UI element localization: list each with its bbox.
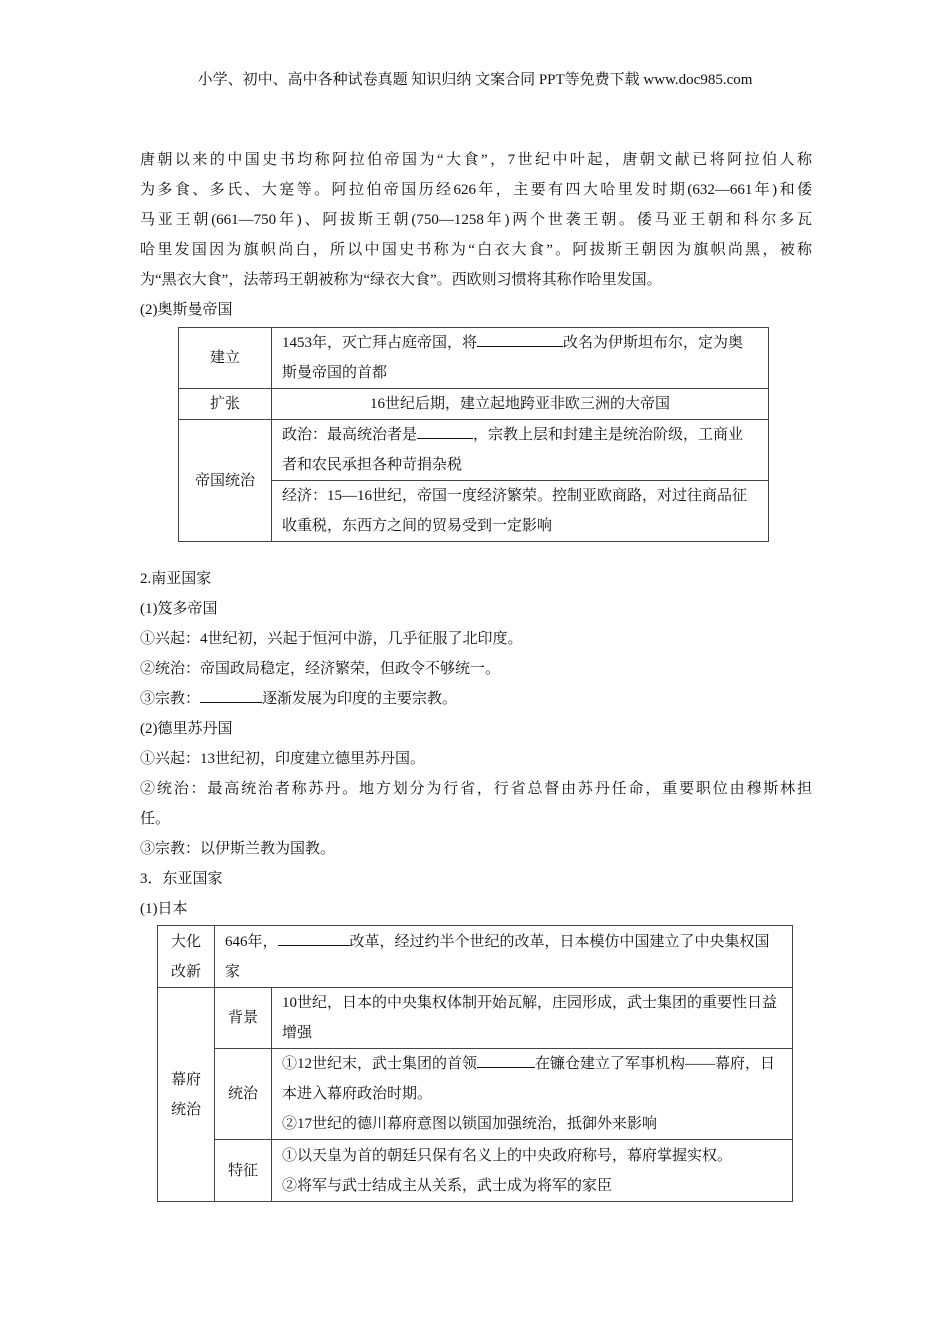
page-header: 小学、初中、高中各种试卷真题 知识归纳 文案合同 PPT等免费下载 www.doc985.com bbox=[197, 72, 753, 88]
intro-line: 唐朝以来的中国史书均称阿拉伯帝国为“大食”，7世纪中叶起，唐朝文献已将阿拉伯人称 bbox=[140, 152, 812, 168]
intro-line: 马亚王朝(661—750年)、阿拔斯王朝(750—1258年)两个世袭王朝。倭马亚王朝和科尔多瓦 bbox=[140, 212, 812, 228]
sub-label: 统治 bbox=[215, 1049, 272, 1140]
cell-politics: 政治：最高统治者是 ，宗教上层和封建主是统治阶级，工商业者和农民承担各种苛捐杂税 bbox=[272, 420, 769, 481]
cell-taika: 646年， 改革，经过约半个世纪的改革，日本模仿中国建立了中央集权国家 bbox=[215, 926, 793, 988]
list-item: ③宗教：以伊斯兰教为国教。 bbox=[140, 841, 336, 857]
cell-expansion: 16世纪后期，建立起地跨亚非欧三洲的大帝国 bbox=[272, 389, 769, 420]
intro-line: 为多食、多氏、大寔等。阿拉伯帝国历经626年，主要有四大哈里发时期(632—661年)和倭 bbox=[140, 182, 812, 198]
list-item: ①兴起：4世纪初，兴起于恒河中游，几乎征服了北印度。 bbox=[140, 631, 523, 647]
intro-line: 为“黑衣大食”，法蒂玛王朝被称为“绿衣大食”。西欧则习惯将其称作哈里发国。 bbox=[140, 272, 662, 288]
cell-founding: 1453年，灭亡拜占庭帝国，将 改名为伊斯坦布尔，定为奥斯曼帝国的首都 bbox=[272, 328, 769, 389]
fill-blank[interactable] bbox=[278, 931, 350, 946]
cell-rule: ①12世纪末，武士集团的首领 在镰仓建立了军事机构——幕府，日本进入幕府政治时期。 ②17世纪的德川幕府意图以锁国加强统治，抵御外来影响 bbox=[272, 1049, 793, 1140]
sub-label: 背景 bbox=[215, 988, 272, 1049]
list-item: ①兴起：13世纪初，印度建立德里苏丹国。 bbox=[140, 751, 426, 767]
list-item: ②统治：帝国政局稳定，经济繁荣，但政令不够统一。 bbox=[140, 661, 501, 677]
section-heading: 3．东亚国家 bbox=[140, 871, 223, 887]
sub-label: 特征 bbox=[215, 1140, 272, 1202]
intro-line: 哈里发国因为旗帜尚白，所以中国史书称为“白衣大食”。阿拔斯王朝因为旗帜尚黑，被称 bbox=[140, 242, 812, 258]
ottoman-table bbox=[178, 327, 769, 542]
list-item: ③宗教： 逐渐发展为印度的主要宗教。 bbox=[140, 684, 812, 714]
japan-table bbox=[157, 925, 793, 1202]
subheading: (2)德里苏丹国 bbox=[140, 721, 233, 737]
row-label: 帝国统治 bbox=[179, 420, 272, 542]
fill-blank[interactable] bbox=[477, 332, 563, 347]
list-item: 任。 bbox=[140, 811, 171, 827]
cell-background: 10世纪，日本的中央集权体制开始瓦解，庄园形成，武士集团的重要性日益增强 bbox=[272, 988, 793, 1049]
cell-economy: 经济：15—16世纪，帝国一度经济繁荣。控制亚欧商路，对过往商品征收重税，东西方之间的贸易受到一定影响 bbox=[272, 481, 769, 542]
fill-blank[interactable] bbox=[417, 424, 473, 439]
fill-blank[interactable] bbox=[477, 1053, 535, 1068]
list-item: ②统治：最高统治者称苏丹。地方划分为行省，行省总督由苏丹任命，重要职位由穆斯林担 bbox=[140, 781, 812, 797]
subheading: (1)笈多帝国 bbox=[140, 601, 218, 617]
cell-feature: ①以天皇为首的朝廷只保有名义上的中央政府称号，幕府掌握实权。 ②将军与武士结成主从关系，武士成为将军的家臣 bbox=[272, 1140, 793, 1202]
fill-blank[interactable] bbox=[200, 688, 262, 703]
row-label: 幕府统治 bbox=[158, 988, 215, 1202]
section-heading: 2.南亚国家 bbox=[140, 571, 212, 587]
subheading: (1)日本 bbox=[140, 901, 188, 917]
row-label: 大化改新 bbox=[158, 926, 215, 988]
row-label: 建立 bbox=[179, 328, 272, 389]
ottoman-heading: (2)奥斯曼帝国 bbox=[140, 302, 233, 318]
row-label: 扩张 bbox=[179, 389, 272, 420]
